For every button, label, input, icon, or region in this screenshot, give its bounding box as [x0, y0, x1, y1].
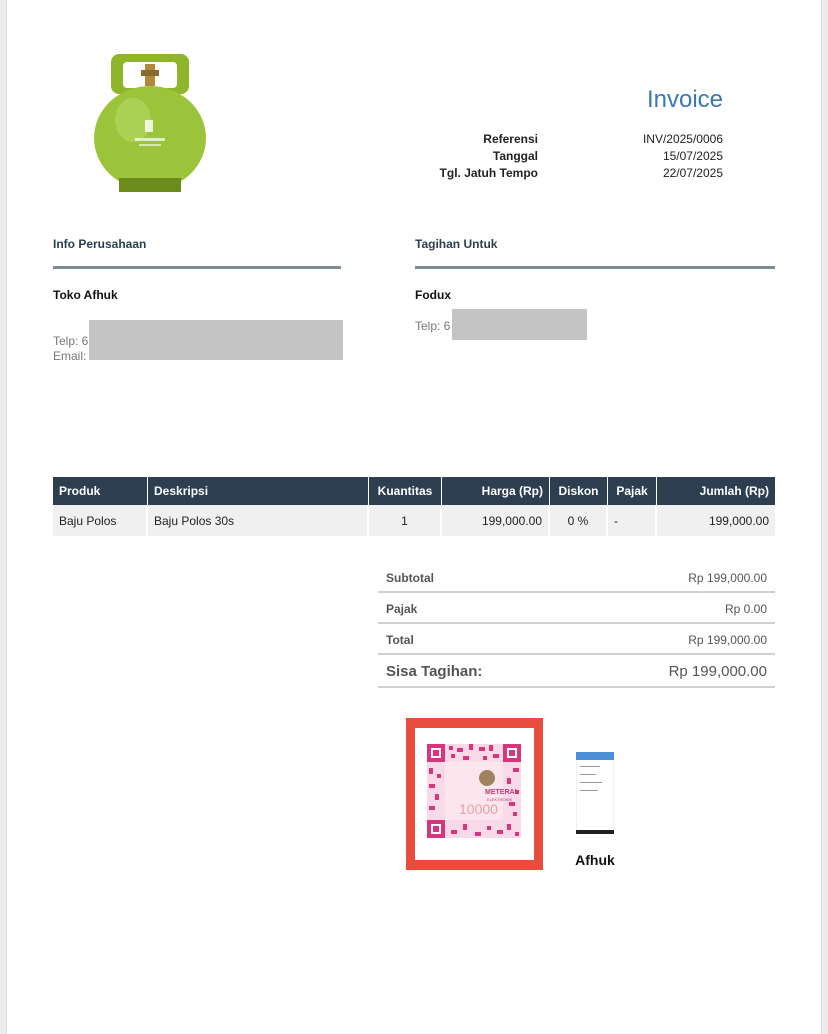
- col-deskripsi: Deskripsi: [148, 477, 369, 505]
- redacted-billto-contact: [452, 309, 587, 340]
- cell-jumlah: 199,000.00: [657, 505, 775, 536]
- cell-produk: Baju Polos: [53, 505, 148, 536]
- company-divider: [53, 266, 341, 269]
- billto-section-title: Tagihan Untuk: [415, 237, 498, 251]
- billto-divider: [415, 266, 775, 269]
- balance-value: Rp 199,000.00: [668, 663, 767, 680]
- gas-cylinder-logo: [89, 50, 211, 198]
- balance-row: [378, 656, 775, 688]
- table-row: [53, 505, 775, 536]
- e-stamp: [415, 728, 534, 860]
- stamp-text-top: METERAI: [485, 789, 517, 796]
- company-email: Email:: [53, 349, 87, 363]
- stamp-text-mid: ELEKTRONIK: [487, 797, 513, 802]
- cell-diskon: 0 %: [550, 505, 608, 536]
- e-stamp-frame: [406, 718, 543, 870]
- items-table: [53, 477, 775, 536]
- table-header-row: [53, 477, 775, 505]
- signature-image: [576, 752, 614, 834]
- company-section-title: Info Perusahaan: [53, 237, 147, 251]
- cell-pajak: -: [608, 505, 657, 536]
- invoice-page: [6, 0, 822, 1034]
- balance-label: Sisa Tagihan:: [386, 663, 483, 680]
- col-harga: Harga (Rp): [442, 477, 550, 505]
- invoice-title: Invoice: [646, 86, 723, 113]
- total-row: [378, 625, 775, 655]
- tax-label: Pajak: [386, 602, 418, 616]
- cell-kuantitas: 1: [369, 505, 442, 536]
- due-date-label: Tgl. Jatuh Tempo: [439, 166, 538, 180]
- cell-harga: 199,000.00: [442, 505, 550, 536]
- col-jumlah: Jumlah (Rp): [657, 477, 775, 505]
- total-label: Total: [386, 633, 414, 647]
- subtotal-label: Subtotal: [386, 571, 434, 585]
- total-value: Rp 199,000.00: [688, 633, 767, 647]
- subtotal-row: [378, 563, 775, 593]
- col-diskon: Diskon: [550, 477, 608, 505]
- cell-deskripsi: Baju Polos 30s: [148, 505, 369, 536]
- date-label: Tanggal: [492, 149, 538, 163]
- company-phone: Telp: 6: [53, 334, 89, 348]
- subtotal-value: Rp 199,000.00: [688, 571, 767, 585]
- redacted-contact: [89, 320, 343, 360]
- col-produk: Produk: [53, 477, 148, 505]
- billto-phone: Telp: 6: [415, 319, 451, 333]
- tax-value: Rp 0.00: [724, 602, 767, 616]
- reference-value: INV/2025/0006: [642, 132, 723, 146]
- company-name: Toko Afhuk: [53, 288, 118, 302]
- e-stamp-qr-image: [427, 744, 521, 838]
- reference-label: Referensi: [483, 132, 538, 146]
- signer-name: Afhuk: [575, 852, 615, 868]
- col-kuantitas: Kuantitas: [369, 477, 442, 505]
- stamp-value: 10000: [459, 801, 498, 817]
- billto-name: Fodux: [415, 288, 451, 302]
- due-date-value: 22/07/2025: [662, 166, 723, 180]
- col-pajak: Pajak: [608, 477, 657, 505]
- date-value: 15/07/2025: [662, 149, 723, 163]
- tax-row: [378, 594, 775, 624]
